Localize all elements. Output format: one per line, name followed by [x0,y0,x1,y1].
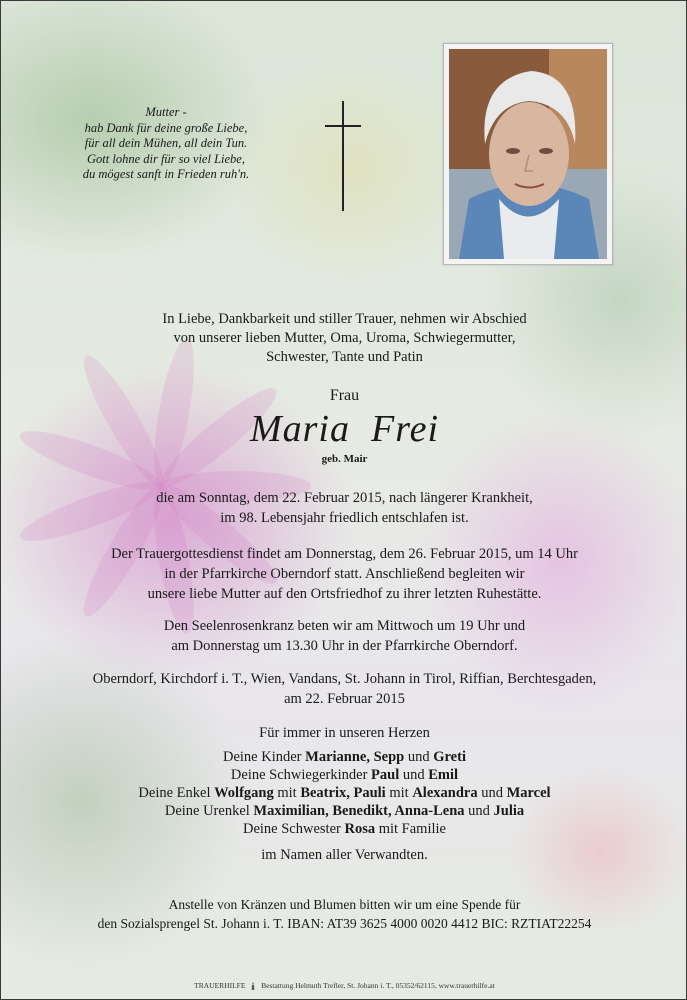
intro-line: Schwester, Tante und Patin [266,349,423,365]
date-line: am 22. Februar 2015 [284,691,405,707]
donation-line: Anstelle von Kränzen und Blumen bitten wir um eine Spende für [168,897,521,912]
funeral-service-line: Der Trauergottesdienst findet am Donnerstag, dem 26. Februar 2015, um 14 Uhr [111,546,578,562]
family-great-grandchildren: Deine Urenkel Maximilian, Benedikt, Anna-Lena und Julia [164,803,525,819]
intro-text [1,310,687,367]
death-notice-line: im 98. Lebensjahr friedlich entschlafen ist. [220,510,469,526]
relatives-line: im Namen aller Verwandten. [261,847,428,863]
verse-line: hab Dank für deine große Liebe, [84,120,248,135]
verse-line: du mögest sanft in Frieden ruh'n. [82,167,250,181]
intro-line: von unserer lieben Mutter, Oma, Uroma, Schwiegermutter, [173,330,516,346]
family-grandchildren: Deine Enkel Wolfgang mit Beatrix, Pauli mit Alexandra und Marcel [138,785,551,801]
donation-line: den Sozialsprengel St. Johann i. T. IBAN: AT39 3625 4000 0020 4412 BIC: RZTIAT22254 [97,916,592,931]
forever-heading: Für immer in unseren Herzen [259,725,430,741]
verse-line: Gott lohne dir für so viel Liebe, [87,151,245,166]
memorial-verse [41,105,291,183]
place-date [1,669,687,709]
cross-icon [325,101,361,211]
family-children: Deine Kinder Marianne, Sepp und Greti [223,749,466,765]
funeral-service [1,544,687,604]
funeral-service-line: in der Pfarrkirche Oberndorf statt. Anschließend begleiten wir [164,566,525,582]
death-notice [1,488,687,528]
verse-line: für all dein Mühen, all dein Tun. [84,136,248,150]
birth-name: geb. Mair [321,453,368,465]
death-notice-line: die am Sonntag, dem 22. Februar 2015, nach längerer Krankheit, [156,490,533,506]
funeral-service-line: unsere liebe Mutter auf den Ortsfriedhof zu ihrer letzten Ruhestätte. [147,586,542,602]
verse-line: Mutter - [145,105,187,119]
footer-text: Bestattung Helmuth Trefler, St. Johann i. T., 05352/62115, www.trauerhilfe.at [261,981,495,990]
deceased-name: Maria Frei [249,408,439,450]
intro-line: In Liebe, Dankbarkeit und stiller Trauer, nehmen wir Abschied [162,311,527,327]
family-list [1,748,687,838]
candle-icon [249,982,257,990]
family-in-laws: Deine Schwiegerkinder Paul und Emil [230,767,459,783]
footer-brand: TRAUERHILFE [194,981,246,990]
rosary-notice [1,616,687,656]
portrait-photo-frame [443,43,613,265]
portrait-photo [449,49,607,259]
portrait-illustration [449,49,607,259]
rosary-line: Den Seelenrosenkranz beten wir am Mittwoch um 19 Uhr und [163,618,526,634]
funeral-home-footer [1,981,687,990]
salutation: Frau [329,387,360,404]
rosary-line: am Donnerstag um 13.30 Uhr in der Pfarrkirche Oberndorf. [171,638,518,654]
place-line: Oberndorf, Kirchdorf i. T., Wien, Vandans, St. Johann in Tirol, Riffian, Berchtesgaden, [92,671,597,687]
donation-request [1,895,687,933]
family-sister: Deine Schwester Rosa mit Familie [243,821,446,837]
